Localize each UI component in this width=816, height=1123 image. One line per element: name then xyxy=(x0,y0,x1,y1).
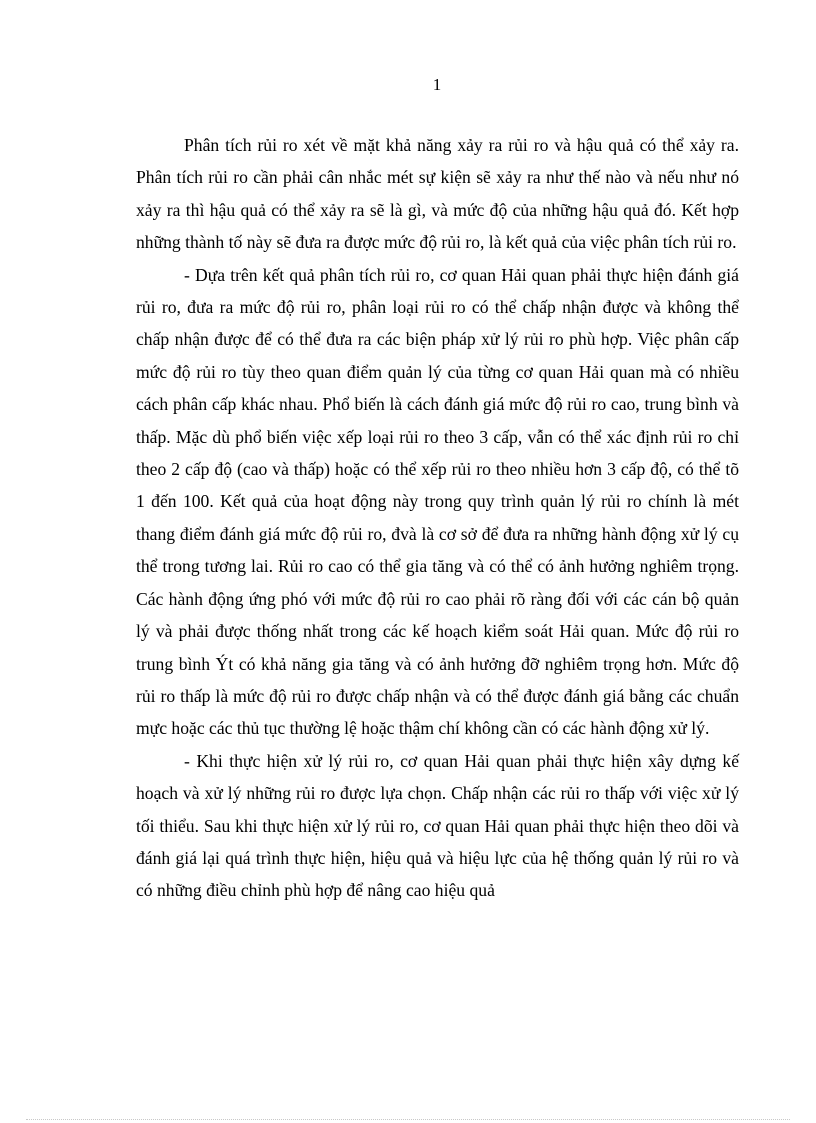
page-bottom-divider xyxy=(26,1119,790,1120)
document-body xyxy=(136,129,739,907)
paragraph-risk-analysis: Phân tích rủi ro xét về mặt khả năng xảy ra rủi ro và hậu quả có thể xảy ra. Phân tích rủi ro cần phải cân nhắc mét sự kiện sẽ xảy ra như thế nào và nếu như nó xảy ra thì hậu quả có thể xảy ra sẽ là gì, và mức độ của những hậu quả đó. Kết hợp những thành tố này sẽ đưa ra được mức độ rủi ro, là kết quả của việc phân tích rủi ro. xyxy=(136,135,739,253)
page-number: 1 xyxy=(432,75,442,94)
paragraph-risk-evaluation: - Dựa trên kết quả phân tích rủi ro, cơ quan Hải quan phải thực hiện đánh giá rủi ro, đưa ra mức độ rủi ro, phân loại rủi ro có thể chấp nhận được và không thể chấp nhận được để có thể đưa ra các biện pháp xử lý rủi ro phù hợp. Việc phân cấp mức độ rủi ro tùy theo quan điểm quản lý của từng cơ quan Hải quan mà có nhiều cách phân cấp khác nhau. Phổ biến là cách đánh giá mức độ rủi ro cao, trung bình và thấp. Mặc dù phổ biến việc xếp loại rủi ro theo 3 cấp, vẫn có thể xác định rủi ro chỉ theo 2 cấp độ (cao và thấp) hoặc có thể xếp rủi ro theo nhiều hơn 3 cấp độ, có thể tõ 1 đến 100. Kết quả của hoạt động này trong quy trình quản lý rủi ro chính là mét thang điểm đánh giá mức độ rủi ro, đvà là cơ sở để đưa ra những hành động xử lý cụ thể trong tương lai. Rủi ro cao có thể gia tăng và có thể có ảnh hưởng nghiêm trọng. Các hành động ứng phó với mức độ rủi ro cao phải rõ ràng đối với các cán bộ quản lý và phải được thống nhất trong các kế hoạch kiểm soát Hải quan. Mức độ rủi ro trung bình Ýt có khả năng gia tăng và có ảnh hưởng đỡ nghiêm trọng hơn. Mức độ rủi ro thấp là mức độ rủi ro được chấp nhận và có thể được đánh giá bằng các chuẩn mực hoặc các thủ tục thường lệ hoặc thậm chí không cần có các hành động xử lý. xyxy=(136,264,739,739)
paragraph-risk-treatment: - Khi thực hiện xử lý rủi ro, cơ quan Hải quan phải thực hiện xây dựng kế hoạch và xử lý những rủi ro được lựa chọn. Chấp nhận các rủi ro thấp với việc xử lý tối thiểu. Sau khi thực hiện xử lý rủi ro, cơ quan Hải quan phải thực hiện theo dõi và đánh giá lại quá trình thực hiện, hiệu quả và hiệu lực của hệ thống quản lý rủi ro và có những điều chỉnh phù hợp để nâng cao hiệu quả xyxy=(136,750,739,901)
